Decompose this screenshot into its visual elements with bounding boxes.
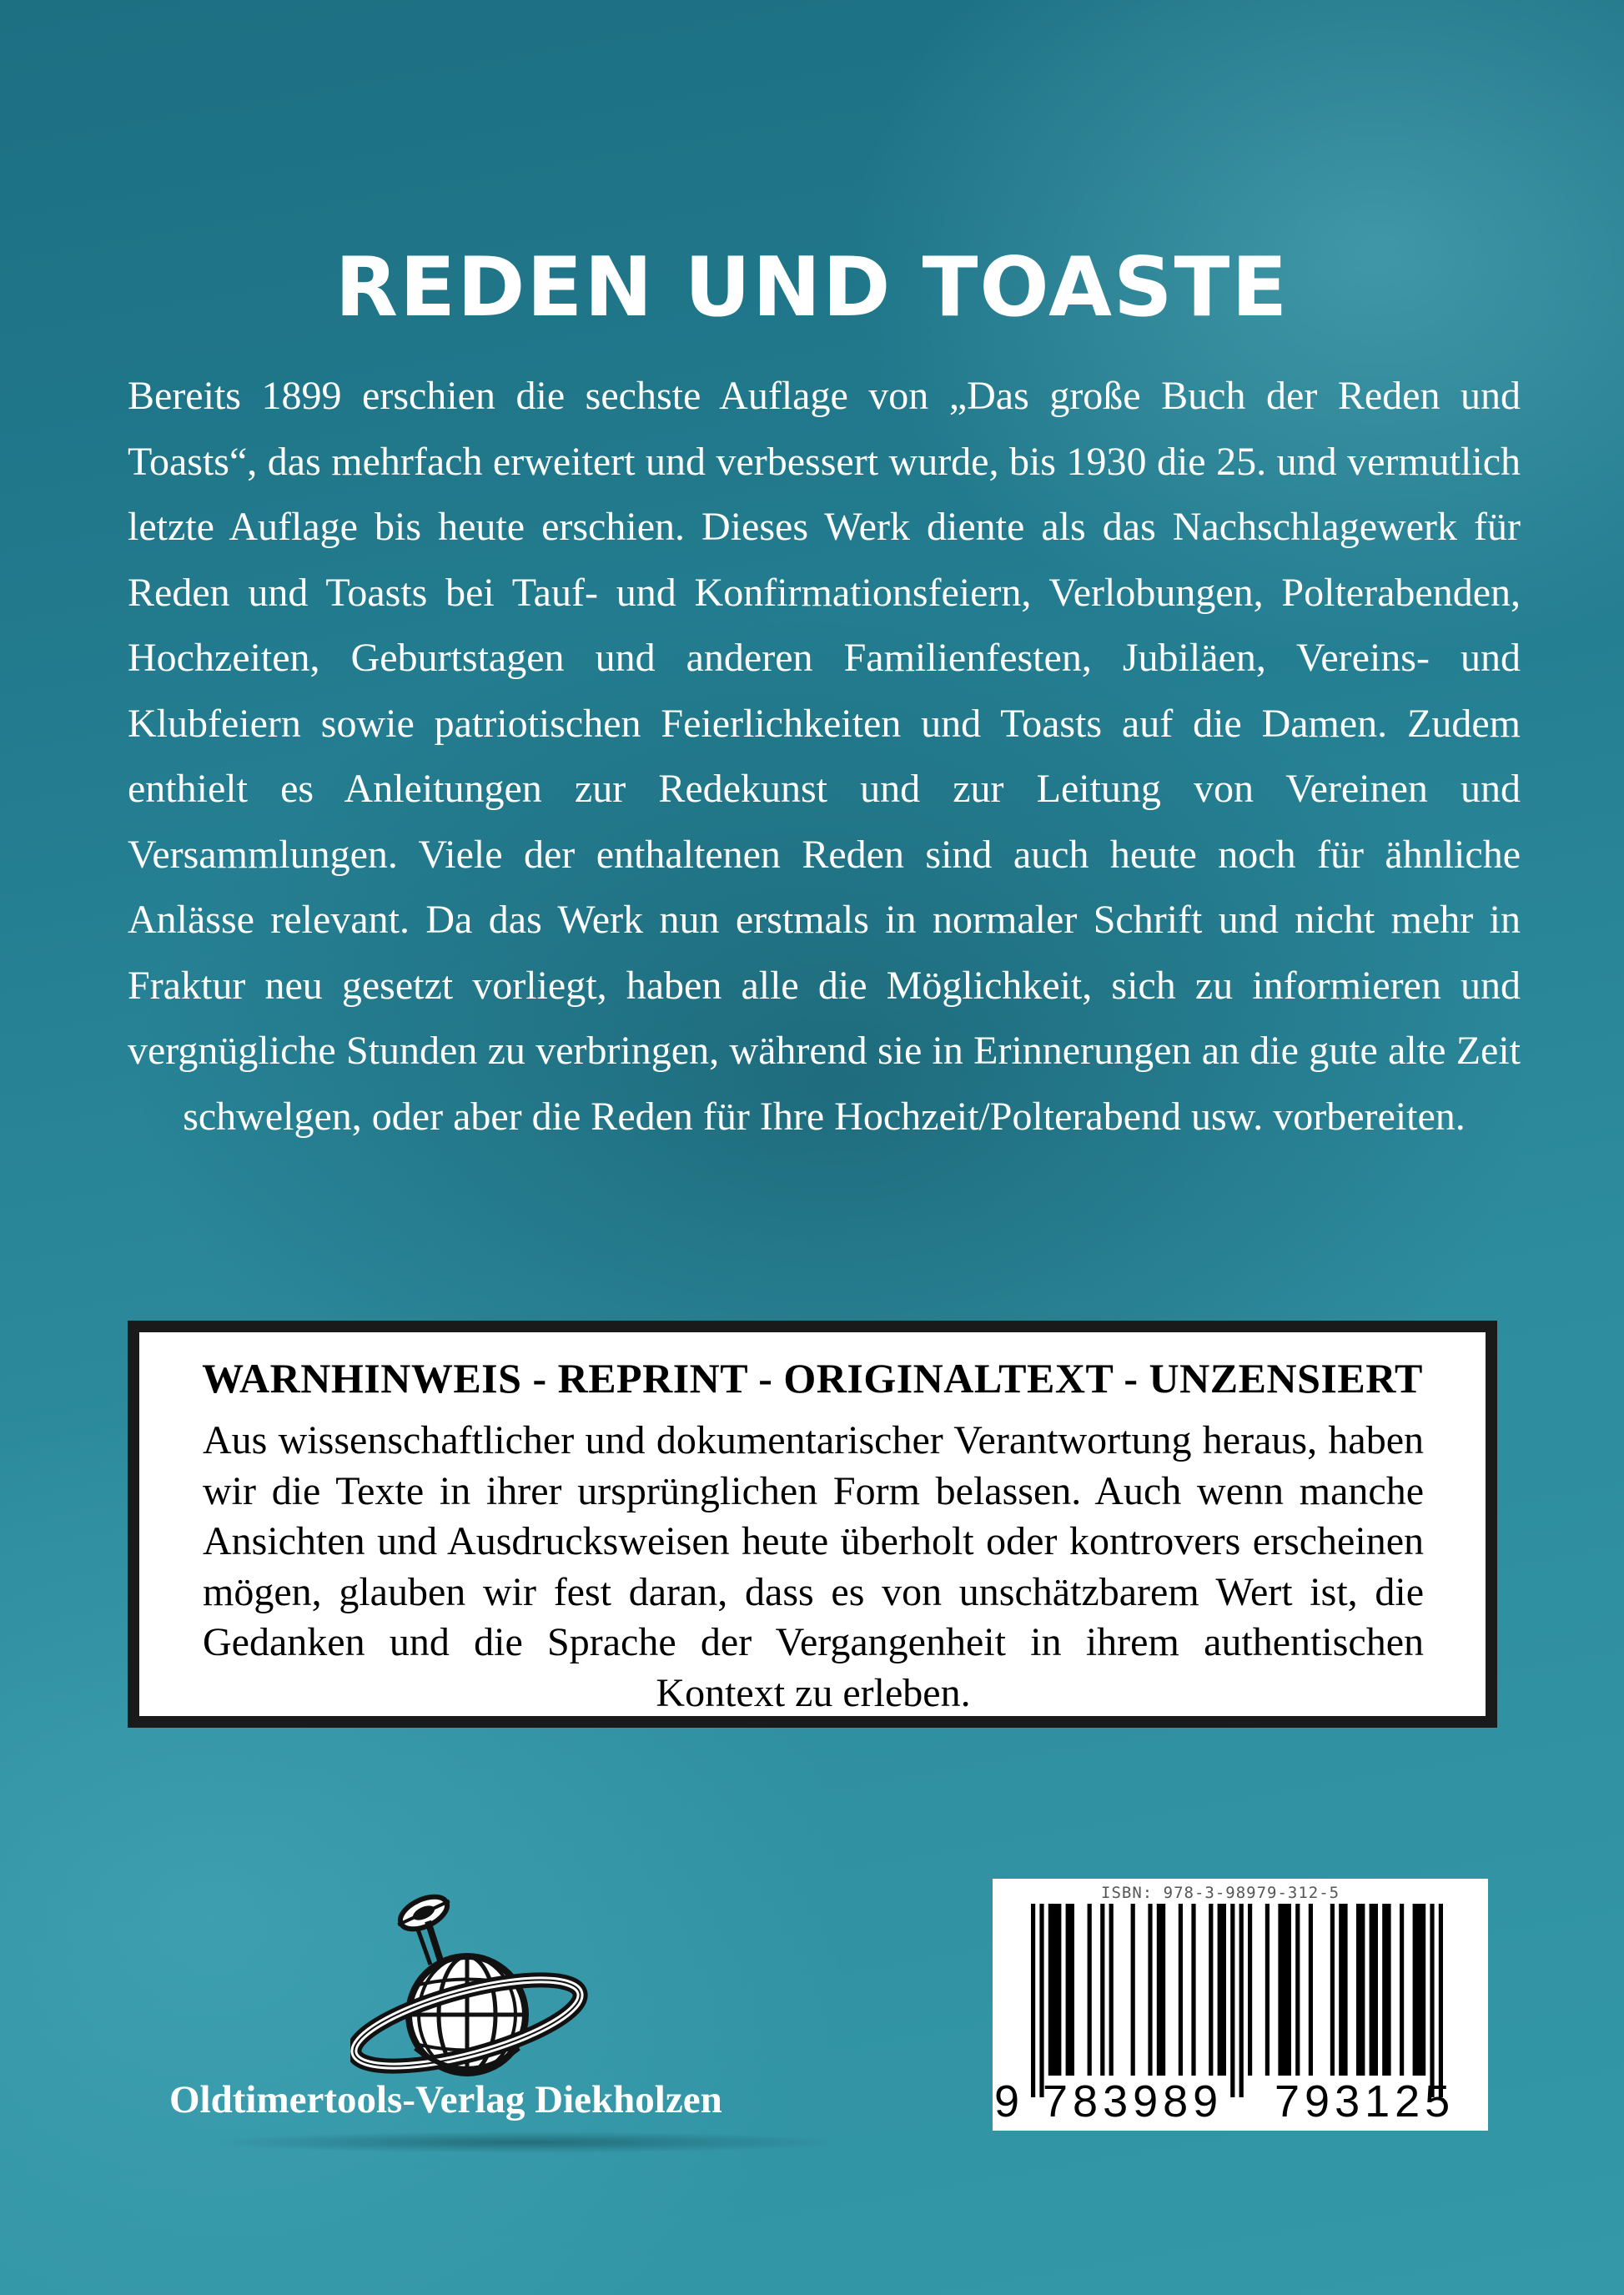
barcode-bar bbox=[1209, 1904, 1213, 2076]
barcode-bar bbox=[1370, 1904, 1378, 2076]
book-title: REDEN UND TOASTE bbox=[334, 240, 1290, 335]
barcode-bar bbox=[1278, 1904, 1291, 2076]
barcode-bar bbox=[1148, 1904, 1152, 2076]
barcode-bar bbox=[1157, 1904, 1165, 2076]
barcode-bar bbox=[1109, 1904, 1114, 2076]
ean-left-digits: 783989 bbox=[1043, 2076, 1224, 2126]
book-description: Bereits 1899 erschien die sechste Auflage von „Das große Buch der Reden und Toasts“, das mehrfach erweitert und verbessert wurde, bis 1930 die 25. und vermutlich letzte Auflage bis heute erschien. Dieses Werk diente als das Nachschlagewerk für Reden und Toasts bei Tauf- und Konfirmationsfeiern, Verlobungen, Polterabenden, Hochzeiten, Geburtstagen und anderen Familienfesten, Jubiläen, Vereins- und Klubfeiern sowie patriotischen Feierlichkeiten und Toasts auf die Damen. Zudem enthielt es Anleitungen zur Redekunst und zur Leitung von Vereinen und Versammlungen. Viele der enthaltenen Reden sind auch heute noch für ähnliche Anlässe relevant. Da das Werk nun erstmals in normaler Schrift und nicht mehr in Fraktur neu gesetzt vorliegt, haben alle die Möglichkeit, sich zu informieren und vergnügliche Stunden zu verbringen, während sie in Erinnerungen an die gute alte Zeit schwelgen, oder aber die Reden für Ihre Hochzeit/Polterabend usw. vorbereiten. bbox=[128, 374, 1521, 1139]
barcode-bar bbox=[1218, 1904, 1226, 2076]
barcode-bar bbox=[1048, 1904, 1062, 2076]
barcode-bar bbox=[1100, 1904, 1104, 2076]
warning-title: WARNHINWEIS - REPRINT - ORIGINALTEXT - UNZENSIERT bbox=[202, 1355, 1423, 1402]
barcode-bar bbox=[1066, 1904, 1074, 2076]
barcode-bar bbox=[1179, 1904, 1183, 2076]
warning-notice-box bbox=[128, 1321, 1497, 1728]
publisher-shadow bbox=[204, 2131, 847, 2153]
barcode-bar bbox=[1191, 1904, 1195, 2076]
barcode-bar bbox=[1295, 1904, 1300, 2076]
barcode-bar bbox=[1400, 1904, 1404, 2076]
barcode-bar bbox=[1309, 1904, 1313, 2076]
barcode-bar bbox=[1031, 1904, 1035, 2097]
barcode-bar bbox=[1356, 1904, 1365, 2076]
ean-first-digit: 9 bbox=[994, 2076, 1020, 2126]
isbn-barcode bbox=[993, 1879, 1488, 2131]
barcode-bar bbox=[1265, 1904, 1270, 2076]
barcode-bar bbox=[1230, 1904, 1234, 2097]
barcode-bar bbox=[1439, 1904, 1443, 2097]
warning-text: Aus wissenschaftlicher und dokumentarischer Verantwortung heraus, haben wir die Texte in ihrer ursprünglichen Form belassen. Auch wenn manche Ansichten und Ausdrucksweisen heute überholt oder kontrovers erscheinen mögen, glauben wir fest daran, dass es von unschätzbarem Wert ist, die Gedanken und die Sprache der Vergangenheit in ihrem authentischen Kontext zu erleben. bbox=[203, 1418, 1424, 1715]
barcode-bar bbox=[1330, 1904, 1335, 2076]
barcode-bar bbox=[1131, 1904, 1135, 2076]
ean-right-digits: 793125 bbox=[1275, 2076, 1456, 2126]
publisher-name: Oldtimertools-Verlag Diekholzen bbox=[169, 2078, 722, 2121]
isbn-label: ISBN: 978-3-98979-312-5 bbox=[1101, 1884, 1340, 1902]
globe-with-saturn-ring-and-propeller-logo-icon bbox=[350, 1881, 592, 2106]
barcode-bar bbox=[1339, 1904, 1347, 2076]
barcode-bar bbox=[1413, 1904, 1426, 2076]
barcode-bar bbox=[1039, 1904, 1043, 2097]
barcode-bar bbox=[1382, 1904, 1390, 2076]
barcode-bar bbox=[1248, 1904, 1252, 2076]
barcode-bar bbox=[1088, 1904, 1092, 2076]
barcode-bar bbox=[1430, 1904, 1434, 2097]
barcode-bar bbox=[1239, 1904, 1244, 2097]
